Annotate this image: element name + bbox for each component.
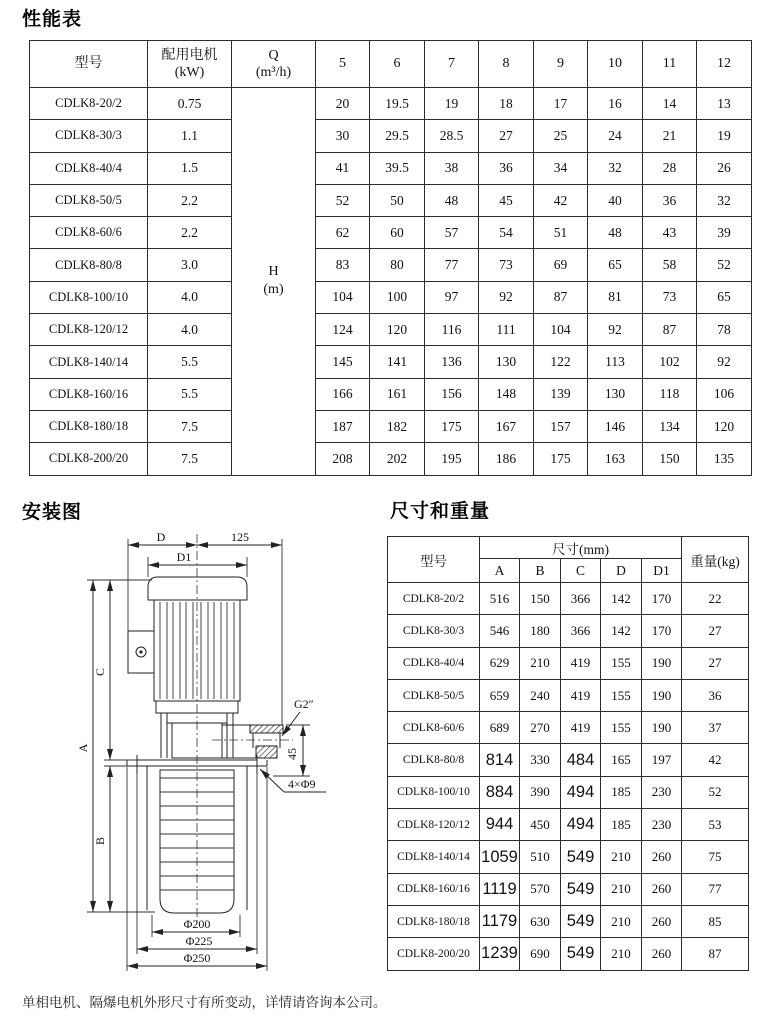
table-row [388,744,749,776]
cell: 175 [425,410,479,442]
cell: 150 [643,443,697,475]
cell: 19.5 [370,88,425,120]
model-cell: CDLK8-200/20 [30,443,148,475]
performance-table [29,40,752,476]
cell: 36 [682,679,749,711]
cell: 41 [316,152,370,184]
table-row [30,249,752,281]
col-header-model: 型号 [30,41,148,88]
cell: 75 [682,841,749,873]
cell: 18 [479,88,534,120]
performance-table-body [30,88,752,476]
table-row [30,346,752,378]
cell: 92 [697,346,752,378]
table-row [388,712,749,744]
cell: 166 [316,378,370,410]
holes-label: 4×Φ9 [288,777,316,791]
cell: 570 [520,873,561,905]
cell: 14 [643,88,697,120]
cable-entry-dot [139,650,142,653]
cell: 104 [316,281,370,313]
cell: 100 [370,281,425,313]
cell: 87 [534,281,588,313]
cell: 45 [479,184,534,216]
dim-label-45: 45 [285,748,299,760]
cell: 36 [643,184,697,216]
cell: 4.0 [148,314,232,346]
dim-label-125: 125 [231,530,249,544]
cell: 3.0 [148,249,232,281]
cell: 170 [642,583,682,615]
cell: 30 [316,120,370,152]
model-cell: CDLK8-40/4 [388,647,480,679]
cell: 27 [682,647,749,679]
cell: 230 [642,776,682,808]
cell: 690 [520,938,561,970]
cell: 135 [697,443,752,475]
table-row [30,152,752,184]
cell: 42 [682,744,749,776]
cell: 146 [588,410,643,442]
cell: 157 [534,410,588,442]
col-header-q8: 8 [479,41,534,88]
cell: 28.5 [425,120,479,152]
cell: 36 [479,152,534,184]
pump-barrel [147,766,247,913]
cell: 167 [479,410,534,442]
dimensions-table-body [388,583,749,971]
cell: 240 [520,679,561,711]
cell: 190 [642,647,682,679]
cell: 37 [682,712,749,744]
model-cell: CDLK8-60/6 [30,217,148,249]
discharge-port [212,725,293,758]
cell: 260 [642,905,682,937]
model-cell: CDLK8-60/6 [388,712,480,744]
model-cell: CDLK8-140/14 [30,346,148,378]
cell: 77 [682,873,749,905]
model-cell: CDLK8-100/10 [30,281,148,313]
cell: 39 [697,217,752,249]
cell: 21 [643,120,697,152]
cell: 494 [561,809,601,841]
cell: 83 [316,249,370,281]
cell: 186 [479,443,534,475]
cell: 148 [479,378,534,410]
cell: 139 [534,378,588,410]
cell: 28 [643,152,697,184]
cell: 77 [425,249,479,281]
cell: 17 [534,88,588,120]
table-row [30,120,752,152]
cell: 4.0 [148,281,232,313]
cell: 22 [682,583,749,615]
cell: 104 [534,314,588,346]
cell: 366 [561,583,601,615]
cell: 52 [316,184,370,216]
installation-drawing [60,526,390,986]
cell: 111 [479,314,534,346]
model-cell: CDLK8-180/18 [30,410,148,442]
cell: 78 [697,314,752,346]
cell: 689 [480,712,520,744]
cell: 1059 [480,841,520,873]
model-cell: CDLK8-120/12 [30,314,148,346]
cell: 944 [480,809,520,841]
cell: 48 [588,217,643,249]
dim-label-a: A [76,743,90,753]
cell: 122 [534,346,588,378]
cell: 419 [561,647,601,679]
cell: 27 [682,615,749,647]
cell: 69 [534,249,588,281]
col-header-weight: 重量(kg) [682,537,749,583]
cell: 390 [520,776,561,808]
cell: 120 [370,314,425,346]
dimensions-table-header-row-1 [388,537,749,559]
cell: 450 [520,809,561,841]
cell: 210 [601,841,642,873]
cell: 659 [480,679,520,711]
cell: 270 [520,712,561,744]
cell: 120 [697,410,752,442]
cell: 27 [479,120,534,152]
cell: 549 [561,905,601,937]
cell: 150 [520,583,561,615]
cell: 208 [316,443,370,475]
cell: 0.75 [148,88,232,120]
cell: 53 [682,809,749,841]
installation-section-title: 安装图 [22,502,83,523]
model-cell: CDLK8-40/4 [30,152,148,184]
cell: 97 [425,281,479,313]
cell: 2.2 [148,184,232,216]
col-header-a: A [480,559,520,583]
cell: 34 [534,152,588,184]
cell: 13 [697,88,752,120]
cell: 510 [520,841,561,873]
cell: 516 [480,583,520,615]
cell: 51 [534,217,588,249]
cell: 260 [642,841,682,873]
motor-fins [160,602,234,699]
cell: 57 [425,217,479,249]
cell: 260 [642,873,682,905]
performance-section-title: 性能表 [22,9,83,30]
cell: 197 [642,744,682,776]
dim-label-d: D [156,530,166,544]
cell: 52 [682,776,749,808]
model-cell: CDLK8-180/18 [388,905,480,937]
table-row [388,938,749,970]
cell: 1.1 [148,120,232,152]
cell: 202 [370,443,425,475]
cell: 165 [601,744,642,776]
cell: 42 [534,184,588,216]
cell: 190 [642,712,682,744]
table-row [30,410,752,442]
cell: 124 [316,314,370,346]
cell: 210 [601,873,642,905]
cell: 142 [601,583,642,615]
cell: 884 [480,776,520,808]
col-header-model: 型号 [388,537,480,583]
cell: 54 [479,217,534,249]
cell: 419 [561,679,601,711]
cell: 58 [643,249,697,281]
cell: 19 [697,120,752,152]
col-header-d1: D1 [642,559,682,583]
col-header-motor: 配用电机 (kW) [148,41,232,88]
col-header-q11: 11 [643,41,697,88]
cell: 106 [697,378,752,410]
table-row [30,378,752,410]
cell: 25 [534,120,588,152]
cell: 7.5 [148,443,232,475]
cell: 195 [425,443,479,475]
col-header-q7: 7 [425,41,479,88]
cell: 156 [425,378,479,410]
cell: 50 [370,184,425,216]
cell: 549 [561,938,601,970]
cell: 26 [697,152,752,184]
col-header-b: B [520,559,561,583]
footer-note: 单相电机、隔爆电机外形尺寸有所变动，详情请咨询本公司。 [22,995,387,1010]
cell: 7.5 [148,410,232,442]
cell: 65 [588,249,643,281]
cell: 210 [520,647,561,679]
table-row [388,809,749,841]
col-header-q10: 10 [588,41,643,88]
cell: 161 [370,378,425,410]
cell: 187 [316,410,370,442]
table-row [388,647,749,679]
table-row [30,184,752,216]
col-header-dimensions: 尺寸(mm) [480,537,682,559]
performance-table-header-row [30,41,752,88]
cell: 73 [643,281,697,313]
cell: 145 [316,346,370,378]
cell: 19 [425,88,479,120]
dim-label-d1: D1 [176,550,192,564]
cell: 87 [682,938,749,970]
col-header-q6: 6 [370,41,425,88]
col-header-c: C [561,559,601,583]
table-row [388,905,749,937]
table-row [388,841,749,873]
table-row [30,443,752,475]
cell: 484 [561,744,601,776]
model-cell: CDLK8-200/20 [388,938,480,970]
cell: 62 [316,217,370,249]
holes-leader-line [260,769,284,792]
model-cell: CDLK8-50/5 [30,184,148,216]
table-row [30,217,752,249]
cell: 102 [643,346,697,378]
motor-cap [148,577,247,600]
table-row [388,583,749,615]
cell: 185 [601,809,642,841]
col-header-q9: 9 [534,41,588,88]
dimensions-section-title: 尺寸和重量 [390,501,491,522]
cell: 32 [588,152,643,184]
table-row [388,615,749,647]
cell: 141 [370,346,425,378]
cell: 2.2 [148,217,232,249]
model-cell: CDLK8-100/10 [388,776,480,808]
cell: 40 [588,184,643,216]
cell: 155 [601,712,642,744]
model-cell: CDLK8-30/3 [30,120,148,152]
cell: 366 [561,615,601,647]
cell: 5.5 [148,378,232,410]
cell: 1.5 [148,152,232,184]
dim-label-b: B [93,836,107,846]
cell: 814 [480,744,520,776]
cell: 210 [601,938,642,970]
cell: 60 [370,217,425,249]
cell: 419 [561,712,601,744]
cell: 73 [479,249,534,281]
cell: 118 [643,378,697,410]
cell: 39.5 [370,152,425,184]
cell: 142 [601,615,642,647]
col-header-flow: Q (m³/h) [232,41,316,88]
model-cell: CDLK8-20/2 [388,583,480,615]
cell: 155 [601,679,642,711]
table-row [388,679,749,711]
cell: 130 [588,378,643,410]
cell: 630 [520,905,561,937]
model-cell: CDLK8-30/3 [388,615,480,647]
cell: 546 [480,615,520,647]
dim-label-phi250: Φ250 [183,951,211,965]
cell: 43 [643,217,697,249]
cell: 52 [697,249,752,281]
dim-label-phi200: Φ200 [183,917,211,931]
cell: 48 [425,184,479,216]
cell: 136 [425,346,479,378]
cell: 116 [425,314,479,346]
cell: 130 [479,346,534,378]
cell: 549 [561,873,601,905]
dim-label-phi225: Φ225 [185,934,213,948]
cell: 16 [588,88,643,120]
cell: 1239 [480,938,520,970]
table-row [30,281,752,313]
cell: 29.5 [370,120,425,152]
cell: 85 [682,905,749,937]
cell: 549 [561,841,601,873]
col-header-q12: 12 [697,41,752,88]
cell: 190 [642,679,682,711]
cell: 182 [370,410,425,442]
cell: 65 [697,281,752,313]
cell: 185 [601,776,642,808]
col-header-q5: 5 [316,41,370,88]
cell: 155 [601,647,642,679]
model-cell: CDLK8-80/8 [388,744,480,776]
cell: 230 [642,809,682,841]
cell: 24 [588,120,643,152]
cell: 80 [370,249,425,281]
model-cell: CDLK8-20/2 [30,88,148,120]
cell: 210 [601,905,642,937]
cell: 113 [588,346,643,378]
table-row [30,314,752,346]
model-cell: CDLK8-120/12 [388,809,480,841]
cell: 629 [480,647,520,679]
model-cell: CDLK8-140/14 [388,841,480,873]
model-cell: CDLK8-80/8 [30,249,148,281]
table-row [388,873,749,905]
cell: 38 [425,152,479,184]
g2-leader-line [282,712,300,736]
model-cell: CDLK8-50/5 [388,679,480,711]
cell: 87 [643,314,697,346]
cell: 1119 [480,873,520,905]
cell: 134 [643,410,697,442]
col-header-d: D [601,559,642,583]
model-cell: CDLK8-160/16 [388,873,480,905]
cell: 175 [534,443,588,475]
head-unit-cell: H (m) [232,88,316,476]
cell: 180 [520,615,561,647]
cell: 20 [316,88,370,120]
cell: 5.5 [148,346,232,378]
cell: 81 [588,281,643,313]
cell: 170 [642,615,682,647]
cell: 494 [561,776,601,808]
cell: 1179 [480,905,520,937]
port-label-g2: G2″ [294,697,314,711]
table-row [388,776,749,808]
table-row [30,88,752,120]
model-cell: CDLK8-160/16 [30,378,148,410]
cell: 163 [588,443,643,475]
cell: 260 [642,938,682,970]
cell: 32 [697,184,752,216]
dimensions-table [387,536,749,971]
cell: 92 [479,281,534,313]
dim-label-c: C [93,667,107,677]
cell: 92 [588,314,643,346]
cell: 330 [520,744,561,776]
